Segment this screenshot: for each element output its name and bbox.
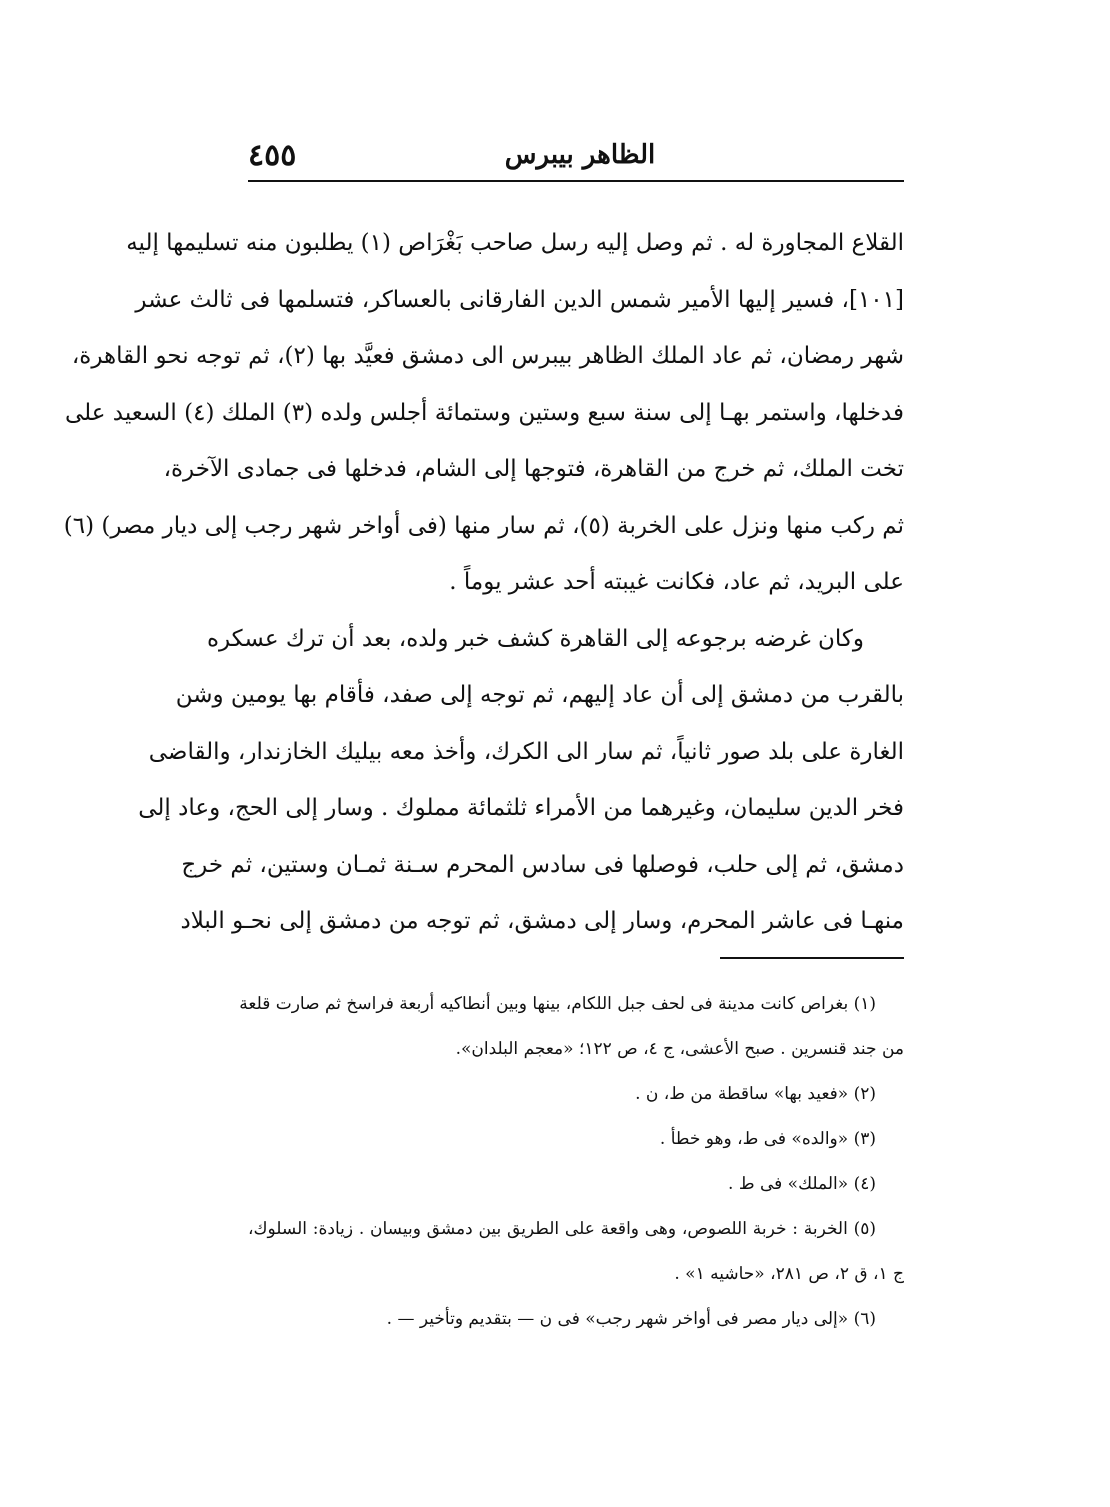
body-line: تخت الملك، ثم خرج من القاهرة، فتوجها إلى الشام، فدخلها فى جمادى الآخرة، — [163, 456, 904, 482]
running-title: الظاهر بيبرس — [504, 140, 656, 170]
body-line: فخر الدين سليمان، وغيرهما من الأمراء ثلثمائة مملوك . وسار إلى الحج، وعاد إلى — [138, 795, 904, 821]
body-line: فدخلها، واستمر بهـا إلى سنة سبع وستين وستمائة أجلس ولده (٣) الملك (٤) السعيد على — [64, 399, 904, 426]
page-number: ٤٥٥ — [248, 138, 297, 173]
body-line: بالقرب من دمشق إلى أن عاد إليهم، ثم توجه إلى صفد، فأقام بها يومين وشن — [175, 682, 904, 708]
header-rule — [248, 180, 904, 182]
body-line: شهر رمضان، ثم عاد الملك الظاهر بيبرس الى دمشق فعيَّد بها (٢)، ثم توجه نحو القاهرة، — [71, 343, 904, 369]
footnote-1-continuation: من جند قنسرين . صبح الأعشى، ج ٤، ص ١٢٢؛ «معجم البلدان». — [455, 1039, 904, 1059]
footnote-4: (٤) «الملك» فى ط . — [728, 1174, 876, 1194]
footnote-5: (٥) الخربة : خربة اللصوص، وهى واقعة على الطريق بين دمشق وبيسان . زيادة: السلوك، — [248, 1219, 876, 1239]
footnotes — [239, 982, 904, 1342]
footnote-5-continuation: ج ١، ق ٢، ص ٢٨١، «حاشيه ١» . — [674, 1264, 904, 1284]
footnote-6: (٦) «إلى ديار مصر فى أواخر شهر رجب» فى ن — بتقديم وتأخير — . — [386, 1309, 876, 1329]
body-line: [١٠١]، فسير إليها الأمير شمس الدين الفارقانى بالعساكر، فتسلمها فى ثالث عشر — [135, 286, 904, 313]
body-line: على البريد، ثم عاد، فكانت غيبته أحد عشر يوماً . — [449, 569, 904, 595]
footnote-rule — [720, 957, 904, 959]
body-text — [63, 215, 904, 950]
body-line: منهـا فى عاشر المحرم، وسار إلى دمشق، ثم توجه من دمشق إلى نحـو البلاد — [180, 908, 904, 934]
body-line: دمشق، ثم إلى حلب، فوصلها فى سادس المحرم سـنة ثمـان وستين، ثم خرج — [181, 851, 904, 878]
body-line: ثم ركب منها ونزل على الخربة (٥)، ثم سار منها (فى أواخر شهر رجب إلى ديار مصر) (٦) — [63, 512, 904, 539]
footnote-3: (٣) «والده» فى ط، وهو خطأ . — [659, 1129, 876, 1149]
footnote-1: (١) بغراص كانت مدينة فى لحف جبل اللكام، بينها وبين أنطاكيه أربعة فراسخ ثم صارت قلعة — [239, 994, 876, 1014]
body-line: الغارة على بلد صور ثانياً، ثم سار الى الكرك، وأخذ معه بيليك الخازندار، والقاضى — [148, 738, 904, 765]
footnote-2: (٢) «فعيد بها» ساقطة من ط، ن . — [635, 1084, 876, 1104]
body-line: القلاع المجاورة له . ثم وصل إليه رسل صاحب بَغْرَاص (١) يطلبون منه تسليمها إليه — [126, 230, 904, 256]
paragraph-start-line: وكان غرضه برجوعه إلى القاهرة كشف خبر ولده، بعد أن ترك عسكره — [206, 625, 864, 652]
